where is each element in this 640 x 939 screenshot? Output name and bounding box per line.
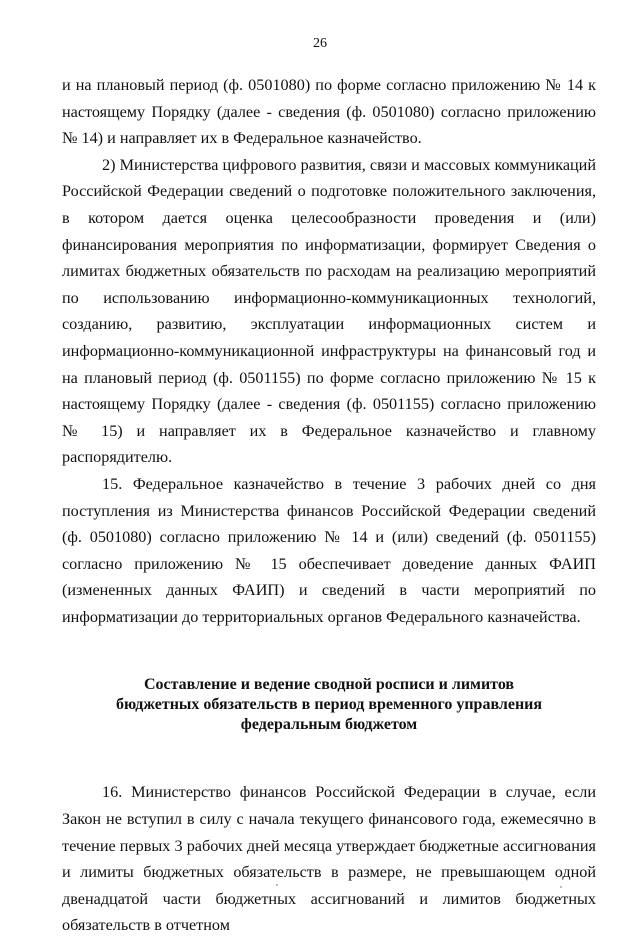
paragraph-clause-16: 16. Министерство финансов Российской Федерации в случае, если Закон не вступил в силу с начала текущего финансового года, ежемесячно в течение первых 3 рабочих дней месяца утверждает бюджетные ассигнования и лимиты бюджетных обязательств в размере, не превышающем одной двенадцатой части бюджетных ассигнований и лимитов бюджетных обязательств в отчетном bbox=[62, 783, 596, 935]
page-number: 26 bbox=[313, 36, 327, 51]
paragraph-clause-15: 15. Федеральное казначейство в течение 3 рабочих дней со дня поступления из Министерства финансов Российской Федерации сведений (ф. 0501080) согласно приложению № 14 и (или) сведений (ф. 0501155) согласно приложению № 15 обеспечивает доведение данных ФАИП (измененных данных ФАИП) и сведений в части мероприятий по информатизации до территориальных органов Федерального казначейства. bbox=[62, 474, 596, 626]
section-heading-line-1: Составление и ведение сводной росписи и лимитов bbox=[143, 676, 515, 694]
section-heading bbox=[62, 675, 596, 735]
section-heading-line-3: федеральным бюджетом bbox=[240, 716, 418, 734]
section-heading-line-2: бюджетных обязательств в период временного управления bbox=[115, 696, 543, 714]
document-body bbox=[62, 72, 596, 939]
paragraph-continuation: и на плановый период (ф. 0501080) по форме согласно приложению № 14 к настоящему Порядку (далее - сведения (ф. 0501080) согласно приложению № 14) и направляет их в Федеральное казначейство. bbox=[62, 76, 596, 148]
paragraph-item-2: 2) Министерства цифрового развития, связи и массовых коммуникаций Российской Федерации сведений о подготовке положительного заключения, в котором дается оценка целесообразности проведения и (или) финансирования мероприятия по информатизации, формирует Сведения о лимитах бюджетных обязательств по расходам на реализацию мероприятий по использованию информационно-коммуникационных технологий, созданию, развитию, эксплуатации информационных систем и информационно-коммуникационной инфраструктуры на финансовый год и на плановый период (ф. 0501155) по форме согласно приложению № 15 к настоящему Порядку (далее - сведения (ф. 0501155) согласно приложению № 15) и направляет их в Федеральное казначейство и главному распорядителю. bbox=[62, 155, 596, 467]
scan-artifact-dot bbox=[276, 884, 278, 886]
scan-artifact-dot bbox=[560, 886, 562, 888]
